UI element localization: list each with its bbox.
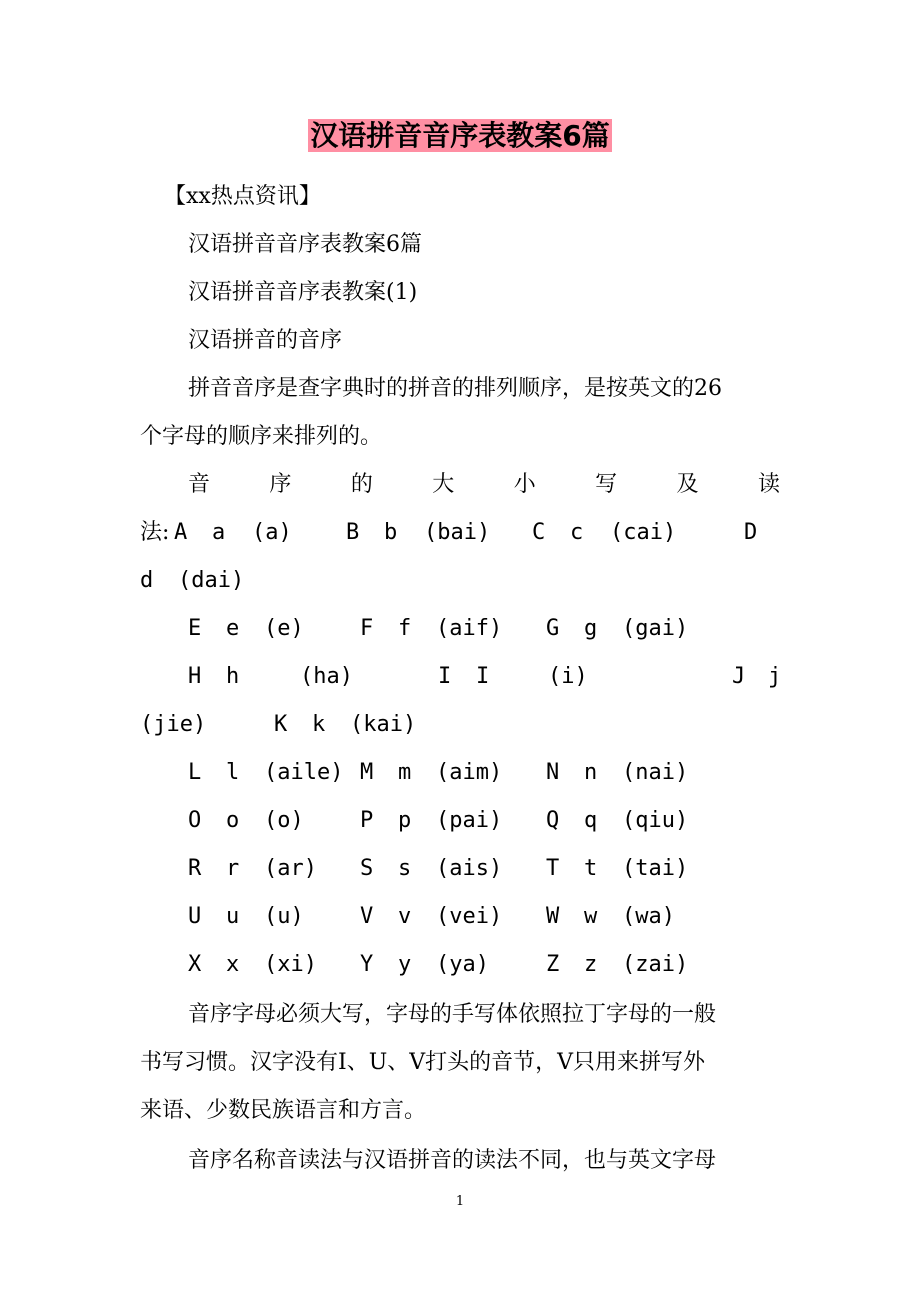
letter-reading: (dai) — [178, 568, 245, 593]
spread-char: 音 — [188, 472, 211, 497]
spread-char: 小 — [513, 472, 536, 497]
letter-upper: L — [188, 760, 202, 785]
letter-reading: (tai) — [622, 856, 689, 881]
letter-lower: f — [398, 616, 412, 641]
letter-reading: (u) — [264, 904, 304, 929]
letter-reading: (ha) — [300, 664, 353, 689]
letter-lower: k — [312, 712, 326, 737]
letter-lower: p — [398, 808, 412, 833]
letter-reading: (o) — [264, 808, 304, 833]
letter-upper: G — [546, 616, 560, 641]
letter-upper: O — [188, 808, 202, 833]
letter-reading: (a) — [252, 520, 292, 545]
letter-reading: (gai) — [622, 616, 689, 641]
letter-reading: (aim) — [436, 760, 503, 785]
letter-lower: s — [398, 856, 412, 881]
letter-reading: (ais) — [436, 856, 503, 881]
letter-reading: (wa) — [622, 904, 675, 929]
letter-reading: (e) — [264, 616, 304, 641]
page-number: 1 — [455, 1194, 465, 1209]
letter-upper: U — [188, 904, 202, 929]
row-prefix: 法: — [140, 520, 170, 545]
spread-heading-line — [188, 470, 780, 500]
letter-upper: Z — [546, 952, 560, 977]
letter-lower: t — [584, 856, 598, 881]
letter-upper: V — [360, 904, 374, 929]
letter-upper: P — [360, 808, 374, 833]
spread-char: 的 — [350, 472, 373, 497]
paragraph-2-line-2: 书写习惯。汉字没有I、U、V打头的音节，V只用来拼写外 — [140, 1050, 706, 1075]
letter-lower: d — [140, 568, 154, 593]
letter-reading: (jie) — [140, 712, 207, 737]
letter-lower: q — [584, 808, 598, 833]
letter-reading: (i) — [548, 664, 588, 689]
letter-reading: (xi) — [264, 952, 317, 977]
spread-char: 大 — [432, 472, 455, 497]
letter-reading: (pai) — [436, 808, 503, 833]
document-title: 汉语拼音音序表教案6篇 — [310, 119, 610, 152]
letter-reading: (aile) — [264, 760, 344, 785]
letter-lower: z — [584, 952, 598, 977]
letter-upper: R — [188, 856, 202, 881]
letter-upper: Q — [546, 808, 560, 833]
letter-lower: g — [584, 616, 598, 641]
letter-upper: J — [732, 664, 746, 689]
intro-line-heading: 汉语拼音音序表教案6篇 — [188, 232, 422, 257]
letter-upper: S — [360, 856, 374, 881]
letter-lower: o — [226, 808, 240, 833]
letter-upper: T — [546, 856, 560, 881]
letter-upper: B — [346, 520, 360, 545]
intro-line-section: 汉语拼音的音序 — [188, 328, 343, 353]
letter-reading: (vei) — [436, 904, 503, 929]
letter-lower: l — [226, 760, 240, 785]
letter-upper: I — [438, 664, 452, 689]
letter-lower: I — [476, 664, 490, 689]
spread-char: 写 — [595, 472, 618, 497]
letter-upper: X — [188, 952, 202, 977]
paragraph-2-line-3: 来语、少数民族语言和方言。 — [140, 1098, 427, 1123]
letter-reading: (ya) — [436, 952, 489, 977]
letter-upper: E — [188, 616, 202, 641]
letter-reading: (ar) — [264, 856, 317, 881]
letter-upper: D — [744, 520, 758, 545]
paragraph-2-line-1: 音序字母必须大写，字母的手写体依照拉丁字母的一般 — [188, 1002, 717, 1027]
letter-reading: (qiu) — [622, 808, 689, 833]
letter-reading: (nai) — [622, 760, 689, 785]
letter-lower: x — [226, 952, 240, 977]
spread-char: 序 — [269, 472, 292, 497]
letter-lower: c — [570, 520, 584, 545]
letter-lower: a — [212, 520, 226, 545]
letter-lower: m — [398, 760, 412, 785]
letter-lower: w — [584, 904, 598, 929]
letter-lower: n — [584, 760, 598, 785]
letter-reading: (cai) — [610, 520, 677, 545]
letter-reading: (aif) — [436, 616, 503, 641]
letter-reading: (bai) — [424, 520, 491, 545]
paragraph-3-line-1: 音序名称音读法与汉语拼音的读法不同，也与英文字母 — [188, 1148, 717, 1173]
letter-upper: H — [188, 664, 202, 689]
letter-lower: h — [226, 664, 240, 689]
letter-upper: C — [532, 520, 546, 545]
letter-upper: F — [360, 616, 374, 641]
letter-lower: j — [768, 664, 782, 689]
letter-upper: M — [360, 760, 374, 785]
letter-lower: e — [226, 616, 240, 641]
letter-lower: y — [398, 952, 412, 977]
letter-upper: Y — [360, 952, 374, 977]
paragraph-1-line-2: 个字母的顺序来排列的。 — [140, 424, 383, 449]
intro-line-subheading: 汉语拼音音序表教案(1) — [188, 280, 418, 305]
letter-lower: r — [226, 856, 240, 881]
letter-lower: b — [384, 520, 398, 545]
paragraph-1-line-1: 拼音音序是查字典时的拼音的排列顺序，是按英文的26 — [188, 376, 722, 401]
spread-char: 读 — [757, 472, 780, 497]
letter-reading: (zai) — [622, 952, 689, 977]
letter-lower: v — [398, 904, 412, 929]
spread-char: 及 — [676, 472, 699, 497]
letter-upper: N — [546, 760, 560, 785]
letter-upper: W — [546, 904, 560, 929]
letter-reading: (kai) — [350, 712, 417, 737]
letter-upper: A — [174, 520, 188, 545]
intro-line-source: 【xx热点资讯】 — [164, 184, 321, 209]
letter-lower: u — [226, 904, 240, 929]
letter-upper: K — [274, 712, 288, 737]
